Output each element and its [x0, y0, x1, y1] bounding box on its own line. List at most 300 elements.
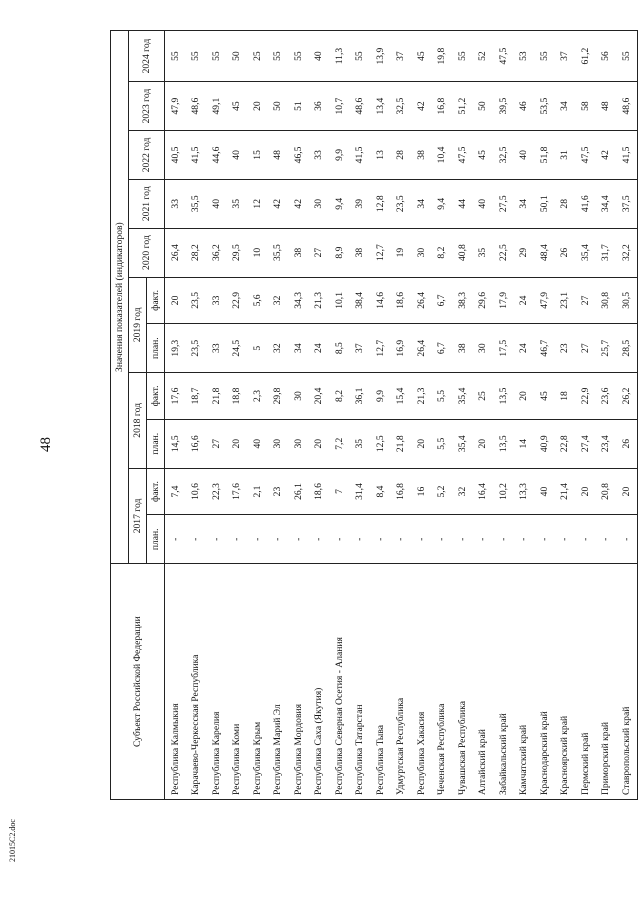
- value-cell: 45: [473, 131, 494, 180]
- value-cell: 42: [411, 82, 432, 131]
- value-cell: -: [165, 515, 186, 564]
- value-cell: 40,5: [165, 131, 186, 180]
- table-row: [534, 31, 555, 800]
- value-cell: 46: [514, 82, 535, 131]
- table-row: [493, 31, 514, 800]
- value-cell: 30,8: [596, 277, 617, 324]
- value-cell: 32,5: [391, 82, 412, 131]
- value-cell: 19: [391, 228, 412, 277]
- header-subject: Субъект Российской Федерации: [111, 564, 165, 800]
- value-cell: 5: [247, 324, 268, 373]
- region-name: Забайкальский край: [493, 564, 514, 800]
- value-cell: 16,9: [391, 324, 412, 373]
- region-name: Пермский край: [575, 564, 596, 800]
- value-cell: 32,5: [493, 131, 514, 180]
- value-cell: 55: [616, 31, 637, 82]
- value-cell: 31: [555, 131, 576, 180]
- value-cell: 10,2: [493, 468, 514, 515]
- value-cell: 30: [473, 324, 494, 373]
- value-cell: 40,8: [452, 228, 473, 277]
- header-values-group: Значения показателей (индикаторов): [111, 31, 129, 564]
- value-cell: 16,8: [432, 82, 453, 131]
- value-cell: -: [350, 515, 371, 564]
- value-cell: -: [309, 515, 330, 564]
- value-cell: 16,4: [473, 468, 494, 515]
- value-cell: 56: [596, 31, 617, 82]
- value-cell: 55: [165, 31, 186, 82]
- value-cell: 7: [329, 468, 350, 515]
- value-cell: 26,1: [288, 468, 309, 515]
- value-cell: 30: [411, 228, 432, 277]
- value-cell: 42: [268, 179, 289, 228]
- value-cell: 20: [247, 82, 268, 131]
- table-row: [165, 31, 186, 800]
- table-row: [596, 31, 617, 800]
- value-cell: 41,5: [350, 131, 371, 180]
- value-cell: 23,5: [186, 324, 207, 373]
- value-cell: 20: [227, 419, 248, 468]
- value-cell: 20: [473, 419, 494, 468]
- value-cell: 32: [452, 468, 473, 515]
- value-cell: 40: [534, 468, 555, 515]
- value-cell: 13,9: [370, 31, 391, 82]
- value-cell: 35: [473, 228, 494, 277]
- value-cell: 20: [309, 419, 330, 468]
- region-name: Республика Крым: [247, 564, 268, 800]
- value-cell: 22,8: [555, 419, 576, 468]
- value-cell: 32,2: [616, 228, 637, 277]
- value-cell: 25,7: [596, 324, 617, 373]
- value-cell: 41,6: [575, 179, 596, 228]
- value-cell: 21,8: [206, 373, 227, 420]
- page-number: 48: [38, 437, 54, 452]
- value-cell: 48,6: [350, 82, 371, 131]
- value-cell: 35,5: [186, 179, 207, 228]
- value-cell: 55: [206, 31, 227, 82]
- value-cell: 18,6: [391, 277, 412, 324]
- value-cell: 39,5: [493, 82, 514, 131]
- value-cell: 47,9: [534, 277, 555, 324]
- value-cell: 27: [575, 324, 596, 373]
- value-cell: 40: [309, 31, 330, 82]
- value-cell: 5,2: [432, 468, 453, 515]
- value-cell: 2,3: [247, 373, 268, 420]
- value-cell: 6,7: [432, 277, 453, 324]
- value-cell: 51,8: [534, 131, 555, 180]
- value-cell: 47,5: [452, 131, 473, 180]
- value-cell: 21,8: [391, 419, 412, 468]
- value-cell: 2,1: [247, 468, 268, 515]
- value-cell: 23,4: [596, 419, 617, 468]
- value-cell: 55: [288, 31, 309, 82]
- value-cell: 45: [411, 31, 432, 82]
- header-plan: план.: [147, 324, 165, 373]
- table-row: [268, 31, 289, 800]
- value-cell: 36: [309, 82, 330, 131]
- value-cell: 30: [288, 419, 309, 468]
- value-cell: 7,2: [329, 419, 350, 468]
- region-name: Ставропольский край: [616, 564, 637, 800]
- value-cell: 16,8: [391, 468, 412, 515]
- header-2024: 2024 год: [129, 31, 165, 82]
- value-cell: 26,4: [165, 228, 186, 277]
- value-cell: 18,6: [309, 468, 330, 515]
- value-cell: -: [288, 515, 309, 564]
- region-name: Республика Карелия: [206, 564, 227, 800]
- value-cell: 42: [288, 179, 309, 228]
- value-cell: 20: [514, 373, 535, 420]
- value-cell: 35,5: [268, 228, 289, 277]
- value-cell: 17,5: [493, 324, 514, 373]
- value-cell: 37: [350, 324, 371, 373]
- table-row: [616, 31, 637, 800]
- value-cell: 27: [575, 277, 596, 324]
- value-cell: 17,6: [227, 468, 248, 515]
- value-cell: 49,1: [206, 82, 227, 131]
- value-cell: 55: [534, 31, 555, 82]
- value-cell: 10,4: [432, 131, 453, 180]
- value-cell: 48,6: [186, 82, 207, 131]
- value-cell: 5,5: [432, 419, 453, 468]
- table-row: [350, 31, 371, 800]
- header-2020: 2020 год: [129, 228, 165, 277]
- value-cell: 16: [411, 468, 432, 515]
- value-cell: 8,5: [329, 324, 350, 373]
- value-cell: 27,4: [575, 419, 596, 468]
- value-cell: 50,1: [534, 179, 555, 228]
- value-cell: 5,6: [247, 277, 268, 324]
- value-cell: 45: [227, 82, 248, 131]
- table-body: [165, 31, 638, 800]
- value-cell: 40: [227, 131, 248, 180]
- value-cell: 37: [391, 31, 412, 82]
- value-cell: 36,1: [350, 373, 371, 420]
- region-name: Чеченская Республика: [432, 564, 453, 800]
- value-cell: -: [473, 515, 494, 564]
- value-cell: 23,5: [391, 179, 412, 228]
- value-cell: 35,4: [452, 373, 473, 420]
- value-cell: 20: [575, 468, 596, 515]
- value-cell: 41,5: [616, 131, 637, 180]
- value-cell: 28: [391, 131, 412, 180]
- value-cell: 23,6: [596, 373, 617, 420]
- region-name: Краснодарский край: [534, 564, 555, 800]
- value-cell: -: [493, 515, 514, 564]
- table-row: [288, 31, 309, 800]
- indicators-table: [110, 30, 638, 800]
- value-cell: 22,9: [227, 277, 248, 324]
- value-cell: 50: [268, 82, 289, 131]
- value-cell: 29: [514, 228, 535, 277]
- table-row: [309, 31, 330, 800]
- value-cell: 18,8: [227, 373, 248, 420]
- value-cell: 14,5: [165, 419, 186, 468]
- value-cell: 13: [370, 131, 391, 180]
- value-cell: -: [555, 515, 576, 564]
- value-cell: 40: [247, 419, 268, 468]
- header-2018: 2018 год: [129, 373, 147, 469]
- header-plan: план.: [147, 419, 165, 468]
- value-cell: 46,7: [534, 324, 555, 373]
- value-cell: 29,8: [268, 373, 289, 420]
- value-cell: 28: [555, 179, 576, 228]
- region-name: Красноярский край: [555, 564, 576, 800]
- footer-filename: 21015С2.doc: [8, 819, 17, 862]
- value-cell: 52: [473, 31, 494, 82]
- value-cell: 38,3: [452, 277, 473, 324]
- value-cell: -: [329, 515, 350, 564]
- value-cell: 37,5: [616, 179, 637, 228]
- value-cell: -: [534, 515, 555, 564]
- value-cell: -: [247, 515, 268, 564]
- value-cell: 30: [268, 419, 289, 468]
- value-cell: 21,3: [309, 277, 330, 324]
- region-name: Республика Коми: [227, 564, 248, 800]
- value-cell: 35,4: [452, 419, 473, 468]
- value-cell: 38,4: [350, 277, 371, 324]
- table-row: [227, 31, 248, 800]
- value-cell: 15,4: [391, 373, 412, 420]
- value-cell: 25: [473, 373, 494, 420]
- value-cell: 19,3: [165, 324, 186, 373]
- value-cell: 34: [514, 179, 535, 228]
- value-cell: 23: [268, 468, 289, 515]
- value-cell: -: [575, 515, 596, 564]
- value-cell: 27: [206, 419, 227, 468]
- value-cell: 8,2: [432, 228, 453, 277]
- value-cell: 35: [350, 419, 371, 468]
- value-cell: 18,7: [186, 373, 207, 420]
- header-fact: факт.: [147, 373, 165, 420]
- value-cell: 55: [452, 31, 473, 82]
- value-cell: 11,3: [329, 31, 350, 82]
- table-row: [329, 31, 350, 800]
- value-cell: 26,4: [411, 324, 432, 373]
- header-2019: 2019 год: [129, 277, 147, 373]
- table-row: [514, 31, 535, 800]
- value-cell: 23,1: [555, 277, 576, 324]
- value-cell: 17,6: [165, 373, 186, 420]
- value-cell: 12,8: [370, 179, 391, 228]
- value-cell: 21,3: [411, 373, 432, 420]
- region-name: Республика Хакасия: [411, 564, 432, 800]
- value-cell: 45: [534, 373, 555, 420]
- table-row: [452, 31, 473, 800]
- value-cell: 19,8: [432, 31, 453, 82]
- value-cell: 13,3: [514, 468, 535, 515]
- value-cell: 30,5: [616, 277, 637, 324]
- region-name: Карачаево-Черкесская Республика: [186, 564, 207, 800]
- value-cell: 48: [596, 82, 617, 131]
- value-cell: 44: [452, 179, 473, 228]
- value-cell: 34: [411, 179, 432, 228]
- region-name: Камчатский край: [514, 564, 535, 800]
- value-cell: -: [206, 515, 227, 564]
- value-cell: 53,5: [534, 82, 555, 131]
- region-name: Республика Калмыкия: [165, 564, 186, 800]
- value-cell: 7,4: [165, 468, 186, 515]
- value-cell: 33: [206, 277, 227, 324]
- value-cell: 10: [247, 228, 268, 277]
- header-2023: 2023 год: [129, 82, 165, 131]
- table-row: [473, 31, 494, 800]
- value-cell: 48,6: [616, 82, 637, 131]
- value-cell: 29,5: [227, 228, 248, 277]
- value-cell: 24: [514, 324, 535, 373]
- value-cell: 26: [616, 419, 637, 468]
- region-name: Республика Северная Осетия - Алания: [329, 564, 350, 800]
- value-cell: 14,6: [370, 277, 391, 324]
- value-cell: 9,4: [329, 179, 350, 228]
- value-cell: 20: [411, 419, 432, 468]
- value-cell: 15: [247, 131, 268, 180]
- value-cell: 21,4: [555, 468, 576, 515]
- value-cell: 32: [268, 277, 289, 324]
- value-cell: 48,4: [534, 228, 555, 277]
- value-cell: 33: [309, 131, 330, 180]
- value-cell: 55: [186, 31, 207, 82]
- value-cell: 50: [227, 31, 248, 82]
- value-cell: 44,6: [206, 131, 227, 180]
- region-name: Республика Мордовия: [288, 564, 309, 800]
- value-cell: 37: [555, 31, 576, 82]
- header-fact: факт.: [147, 468, 165, 515]
- value-cell: 48: [268, 131, 289, 180]
- value-cell: -: [616, 515, 637, 564]
- value-cell: 55: [350, 31, 371, 82]
- value-cell: 42: [596, 131, 617, 180]
- value-cell: 35: [227, 179, 248, 228]
- value-cell: 47,9: [165, 82, 186, 131]
- value-cell: 32: [268, 324, 289, 373]
- value-cell: 25: [247, 31, 268, 82]
- value-cell: 53: [514, 31, 535, 82]
- value-cell: 20,8: [596, 468, 617, 515]
- value-cell: 13,5: [493, 373, 514, 420]
- value-cell: 24,5: [227, 324, 248, 373]
- value-cell: 34,4: [596, 179, 617, 228]
- value-cell: 27: [309, 228, 330, 277]
- value-cell: 24: [514, 277, 535, 324]
- rotated-table-wrapper: [110, 30, 635, 800]
- value-cell: 55: [268, 31, 289, 82]
- value-cell: -: [514, 515, 535, 564]
- value-cell: 27,5: [493, 179, 514, 228]
- value-cell: 26: [555, 228, 576, 277]
- value-cell: -: [370, 515, 391, 564]
- value-cell: 26,2: [616, 373, 637, 420]
- table-row: [411, 31, 432, 800]
- region-name: Удмуртская Республика: [391, 564, 412, 800]
- value-cell: 34: [288, 324, 309, 373]
- header-2017: 2017 год: [129, 468, 147, 564]
- value-cell: 31,7: [596, 228, 617, 277]
- value-cell: 9,4: [432, 179, 453, 228]
- value-cell: 12,5: [370, 419, 391, 468]
- value-cell: 39: [350, 179, 371, 228]
- value-cell: 20,4: [309, 373, 330, 420]
- region-name: Республика Марий Эл: [268, 564, 289, 800]
- value-cell: 5,5: [432, 373, 453, 420]
- value-cell: 22,3: [206, 468, 227, 515]
- value-cell: 26,4: [411, 277, 432, 324]
- value-cell: 29,6: [473, 277, 494, 324]
- header-fact: факт.: [147, 277, 165, 324]
- value-cell: 23: [555, 324, 576, 373]
- value-cell: 38: [350, 228, 371, 277]
- value-cell: 33: [165, 179, 186, 228]
- value-cell: 17,9: [493, 277, 514, 324]
- value-cell: 23,5: [186, 277, 207, 324]
- value-cell: 13,5: [493, 419, 514, 468]
- value-cell: 47,5: [493, 31, 514, 82]
- value-cell: 6,7: [432, 324, 453, 373]
- region-name: Республика Тыва: [370, 564, 391, 800]
- table-row: [432, 31, 453, 800]
- value-cell: 40,9: [534, 419, 555, 468]
- value-cell: -: [268, 515, 289, 564]
- value-cell: 46,5: [288, 131, 309, 180]
- value-cell: -: [596, 515, 617, 564]
- header-2022: 2022 год: [129, 131, 165, 180]
- value-cell: 16,6: [186, 419, 207, 468]
- table-row: [247, 31, 268, 800]
- value-cell: 47,5: [575, 131, 596, 180]
- region-name: Приморский край: [596, 564, 617, 800]
- value-cell: 12,7: [370, 324, 391, 373]
- value-cell: 18: [555, 373, 576, 420]
- value-cell: 8,4: [370, 468, 391, 515]
- value-cell: 12,7: [370, 228, 391, 277]
- value-cell: 10,6: [186, 468, 207, 515]
- value-cell: 38: [452, 324, 473, 373]
- value-cell: 30: [288, 373, 309, 420]
- value-cell: 8,2: [329, 373, 350, 420]
- value-cell: 34: [555, 82, 576, 131]
- value-cell: 38: [411, 131, 432, 180]
- region-name: Алтайский край: [473, 564, 494, 800]
- value-cell: 41,5: [186, 131, 207, 180]
- value-cell: 38: [288, 228, 309, 277]
- value-cell: 20: [165, 277, 186, 324]
- value-cell: -: [391, 515, 412, 564]
- value-cell: 30: [309, 179, 330, 228]
- value-cell: 51,2: [452, 82, 473, 131]
- value-cell: 22,9: [575, 373, 596, 420]
- value-cell: 9,9: [370, 373, 391, 420]
- value-cell: 10,1: [329, 277, 350, 324]
- value-cell: 51: [288, 82, 309, 131]
- region-name: Республика Саха (Якутия): [309, 564, 330, 800]
- header-plan: план.: [147, 515, 165, 564]
- region-name: Чувашская Республика: [452, 564, 473, 800]
- header-2021: 2021 год: [129, 179, 165, 228]
- value-cell: 58: [575, 82, 596, 131]
- value-cell: -: [227, 515, 248, 564]
- value-cell: 14: [514, 419, 535, 468]
- value-cell: 34,3: [288, 277, 309, 324]
- table-row: [206, 31, 227, 800]
- value-cell: -: [452, 515, 473, 564]
- table-row: [555, 31, 576, 800]
- value-cell: 31,4: [350, 468, 371, 515]
- value-cell: 40: [514, 131, 535, 180]
- table-row: [391, 31, 412, 800]
- value-cell: 13,4: [370, 82, 391, 131]
- value-cell: -: [186, 515, 207, 564]
- value-cell: 33: [206, 324, 227, 373]
- value-cell: 9,9: [329, 131, 350, 180]
